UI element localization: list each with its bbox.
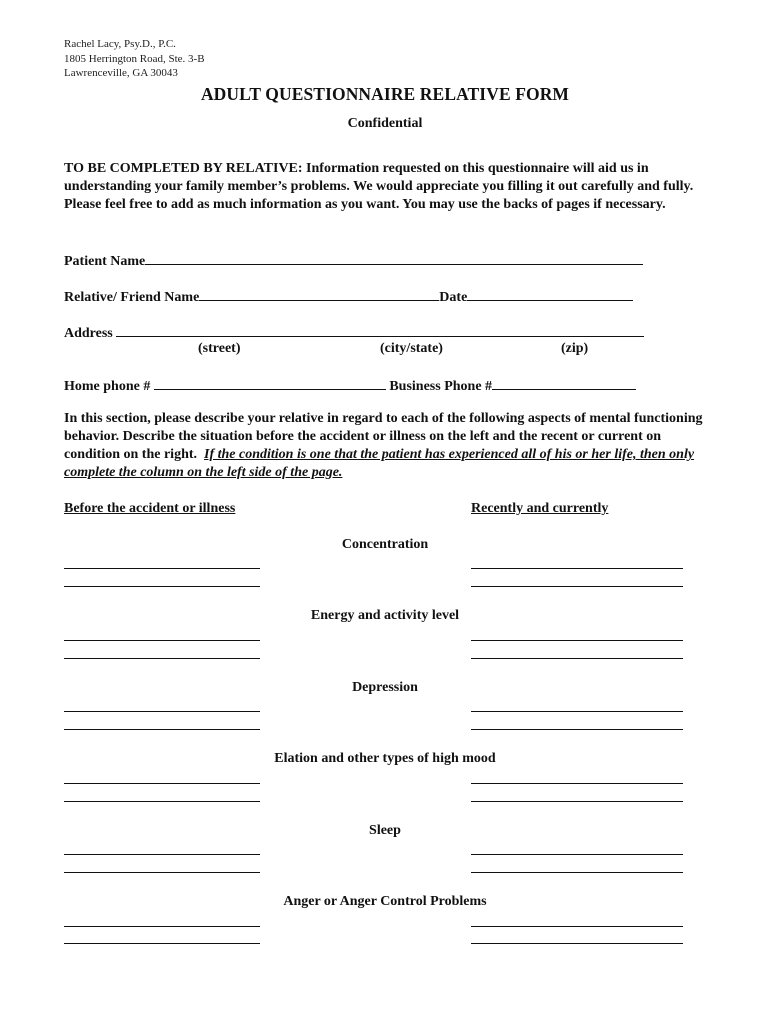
section-label-concentration: Concentration	[341, 537, 429, 552]
date-label: Date	[439, 290, 468, 305]
section-label-sleep: Sleep	[369, 823, 401, 838]
before-line[interactable]	[64, 729, 260, 730]
section-label-anger: Anger or Anger Control Problems	[283, 894, 487, 909]
address-row	[64, 323, 644, 342]
patient-name-label: Patient Name	[64, 254, 146, 269]
form-subtitle: Confidential	[347, 116, 423, 131]
street-caption: (street)	[198, 341, 241, 356]
form-title: ADULT QUESTIONNAIRE RELATIVE FORM	[200, 84, 570, 104]
practice-street: 1805 Herrington Road, Ste. 3-B	[64, 52, 205, 65]
business-phone-field[interactable]	[492, 376, 636, 390]
date-field[interactable]	[467, 287, 633, 301]
before-line[interactable]	[64, 658, 260, 659]
instructions-paragraph	[64, 410, 714, 482]
patient-name-row	[64, 251, 643, 270]
before-line[interactable]	[64, 926, 260, 927]
home-phone-label: Home phone #	[64, 379, 151, 394]
current-line[interactable]	[471, 711, 683, 712]
address-field[interactable]	[116, 323, 644, 337]
current-line[interactable]	[471, 943, 683, 944]
before-line[interactable]	[64, 586, 260, 587]
before-line[interactable]	[64, 854, 260, 855]
relative-name-field[interactable]	[199, 287, 439, 301]
relative-name-label: Relative/ Friend Name	[64, 290, 200, 305]
before-line[interactable]	[64, 711, 260, 712]
current-line[interactable]	[471, 926, 683, 927]
zip-caption: (zip)	[561, 341, 589, 356]
left-column-heading: Before the accident or illness	[64, 501, 236, 516]
instructions-emphasis: If the condition is one that the patient has experienced all of his or her life, then only complete the column on the left side of the page.	[64, 447, 695, 480]
current-line[interactable]	[471, 658, 683, 659]
section-label-elation: Elation and other types of high mood	[274, 751, 496, 766]
phone-row	[64, 376, 636, 395]
current-line[interactable]	[471, 568, 683, 569]
current-line[interactable]	[471, 783, 683, 784]
section-label-depression: Depression	[352, 680, 418, 695]
home-phone-field[interactable]	[154, 376, 386, 390]
current-line[interactable]	[471, 872, 683, 873]
instructions-text: In this section, please describe your relative in regard to each of the following aspects of mental functioning behavior. Describe the situation before the accident or illness on the left and the recent or current on condition on the right.	[64, 411, 703, 462]
practice-city: Lawrenceville, GA 30043	[64, 67, 178, 79]
practice-name: Rachel Lacy, Psy.D., P.C.	[64, 38, 176, 50]
current-line[interactable]	[471, 640, 683, 641]
before-line[interactable]	[64, 801, 260, 802]
intro-paragraph: TO BE COMPLETED BY RELATIVE: Information requested on this questionnaire will aid us in understanding your family member’s problems. We would appreciate you filling it out carefully and fully. Please feel free to add as much information as you want. You may use the backs of pages if necessary.	[64, 161, 694, 212]
current-line[interactable]	[471, 854, 683, 855]
before-line[interactable]	[64, 568, 260, 569]
current-line[interactable]	[471, 586, 683, 587]
before-line[interactable]	[64, 872, 260, 873]
before-line[interactable]	[64, 943, 260, 944]
right-column-heading: Recently and currently	[471, 501, 609, 516]
section-label-energy: Energy and activity level	[310, 608, 460, 623]
address-label: Address	[64, 326, 113, 341]
business-phone-label: Business Phone #	[389, 379, 493, 394]
current-line[interactable]	[471, 729, 683, 730]
practice-address-block	[64, 37, 205, 81]
before-line[interactable]	[64, 640, 260, 641]
patient-name-field[interactable]	[145, 251, 643, 265]
before-line[interactable]	[64, 783, 260, 784]
relative-name-row	[64, 287, 633, 306]
current-line[interactable]	[471, 801, 683, 802]
city-state-caption: (city/state)	[380, 341, 443, 356]
